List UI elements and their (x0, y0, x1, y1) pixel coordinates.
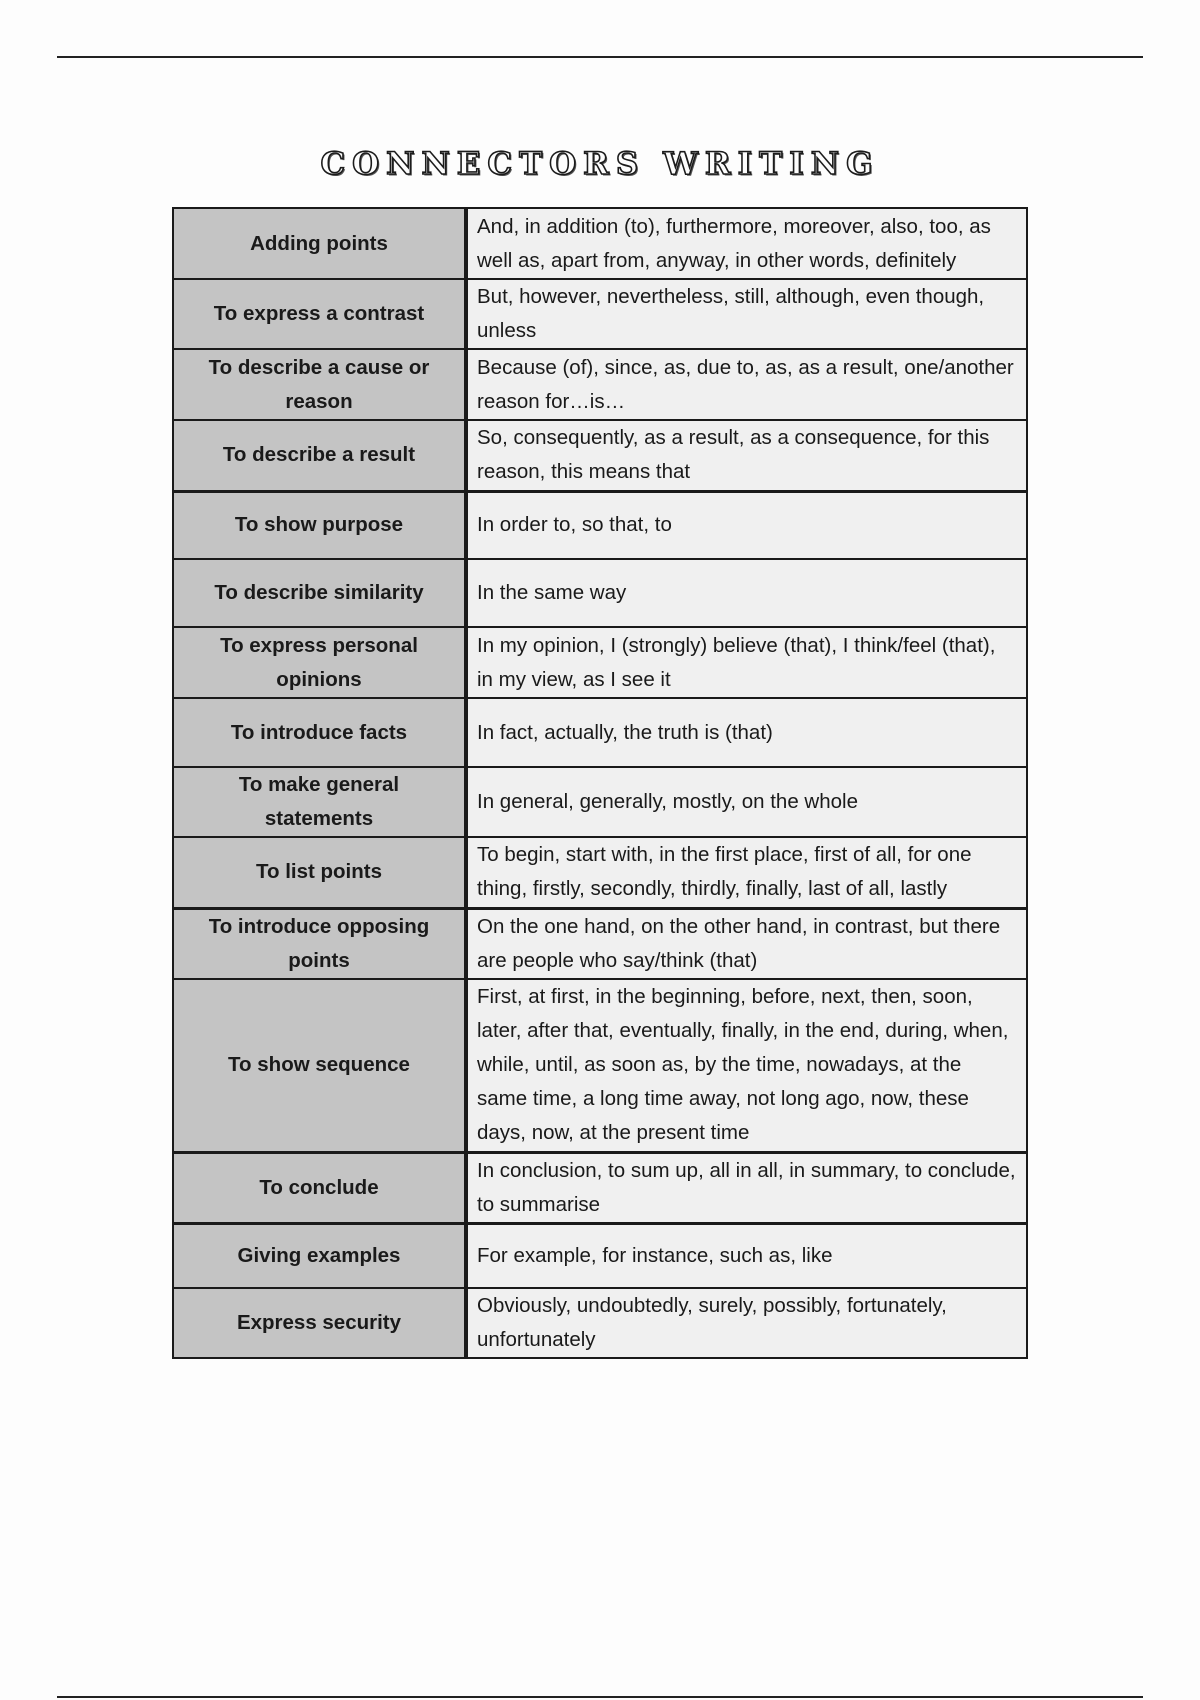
row-category: To list points (173, 837, 466, 908)
table-row (173, 1152, 1027, 1223)
row-connectors: Because (of), since, as, due to, as, as a result, one/another reason for…is… (466, 349, 1027, 420)
row-category: To express personal opinions (173, 627, 466, 698)
row-connectors: In the same way (466, 559, 1027, 627)
table-row (173, 559, 1027, 627)
table-row (173, 979, 1027, 1152)
row-connectors: In conclusion, to sum up, all in all, in summary, to conclude, to summarise (466, 1152, 1027, 1223)
table-row (173, 349, 1027, 420)
row-connectors: So, consequently, as a result, as a consequence, for this reason, this means that (466, 420, 1027, 491)
row-connectors: In order to, so that, to (466, 491, 1027, 559)
table-row (173, 208, 1027, 279)
row-connectors: First, at first, in the beginning, before, next, then, soon, later, after that, eventually, finally, in the end, during, when, while, until, as soon as, by the time, nowadays, at the same time, a long time away, not long ago, now, these days, now, at the present time (466, 979, 1027, 1152)
row-category: To introduce opposing points (173, 908, 466, 979)
row-category: To introduce facts (173, 698, 466, 767)
row-connectors: But, however, nevertheless, still, although, even though, unless (466, 279, 1027, 349)
table-row (173, 1223, 1027, 1288)
table-row (173, 767, 1027, 837)
row-category: To describe a cause or reason (173, 349, 466, 420)
row-connectors: Obviously, undoubtedly, surely, possibly, fortunately, unfortunately (466, 1288, 1027, 1358)
row-category: To conclude (173, 1152, 466, 1223)
table-row (173, 1288, 1027, 1358)
row-connectors: In my opinion, I (strongly) believe (that), I think/feel (that), in my view, as I see it (466, 627, 1027, 698)
row-connectors: On the one hand, on the other hand, in contrast, but there are people who say/think (that) (466, 908, 1027, 979)
table-row (173, 420, 1027, 491)
page-title: CONNECTORS WRITING (320, 146, 880, 182)
connectors-table (172, 207, 1028, 1359)
row-category: Express security (173, 1288, 466, 1358)
row-connectors: In fact, actually, the truth is (that) (466, 698, 1027, 767)
row-category: To show purpose (173, 491, 466, 559)
table-row (173, 908, 1027, 979)
row-category: To make general statements (173, 767, 466, 837)
table-row (173, 627, 1027, 698)
top-rule (57, 56, 1143, 58)
row-category: Giving examples (173, 1223, 466, 1288)
row-category: To show sequence (173, 979, 466, 1152)
row-category: To describe similarity (173, 559, 466, 627)
row-connectors: And, in addition (to), furthermore, moreover, also, too, as well as, apart from, anyway, in other words, definitely (466, 208, 1027, 279)
table-row (173, 837, 1027, 908)
row-connectors: For example, for instance, such as, like (466, 1223, 1027, 1288)
row-category: To describe a result (173, 420, 466, 491)
row-category: To express a contrast (173, 279, 466, 349)
row-connectors: To begin, start with, in the first place, first of all, for one thing, firstly, secondly, thirdly, finally, last of all, lastly (466, 837, 1027, 908)
row-connectors: In general, generally, mostly, on the whole (466, 767, 1027, 837)
bottom-rule (57, 1696, 1143, 1698)
table-row (173, 491, 1027, 559)
table-row (173, 279, 1027, 349)
row-category: Adding points (173, 208, 466, 279)
table-row (173, 698, 1027, 767)
